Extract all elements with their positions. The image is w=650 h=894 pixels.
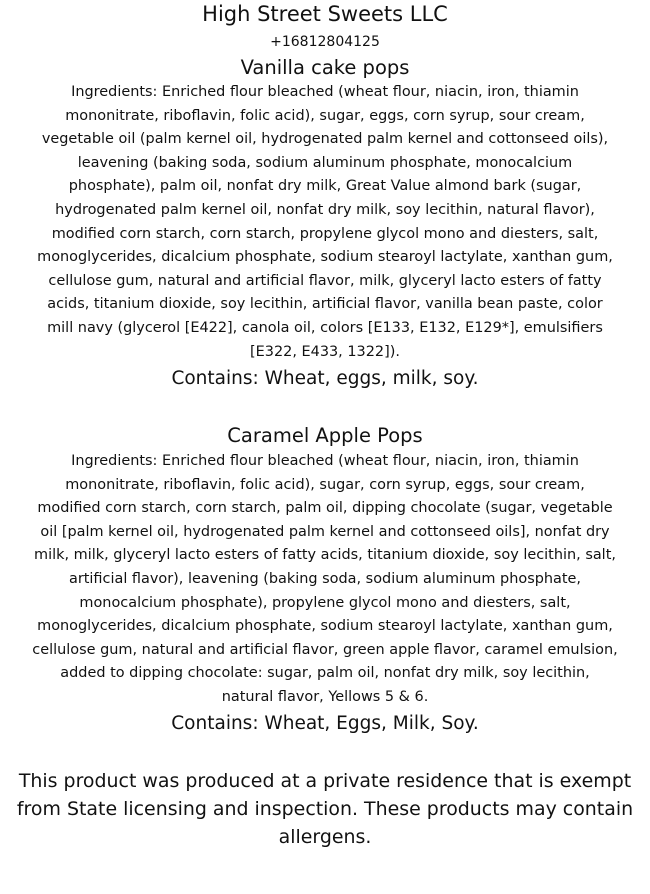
- phone-number: +16812804125: [270, 34, 380, 50]
- ingredients-line: Ingredients: Enriched flour bleached (wheat flour, niacin, iron, thiamin: [71, 84, 579, 100]
- ingredients-line: hydrogenated palm kernel oil, nonfat dry milk, soy lecithin, natural flavor),: [55, 201, 595, 218]
- product-title-caramel-apple: Caramel Apple Pops: [227, 424, 423, 447]
- ingredients-line: Ingredients: Enriched flour bleached (wheat flour, niacin, iron, thiamin: [71, 453, 579, 469]
- ingredients-caramel-apple: [0, 450, 650, 710]
- ingredients-line: monoglycerides, dicalcium phosphate, sodium stearoyl lactylate, xanthan gum,: [37, 618, 613, 635]
- ingredients-line: mononitrate, riboflavin, folic acid), sugar, corn syrup, eggs, sour cream,: [65, 476, 585, 493]
- ingredients-line: cellulose gum, natural and artificial flavor, milk, glyceryl lacto esters of fatty: [48, 272, 602, 289]
- ingredients-line: mononitrate, riboflavin, folic acid), sugar, eggs, corn syrup, sour cream,: [65, 107, 585, 124]
- ingredients-line: monoglycerides, dicalcium phosphate, sodium stearoyl lactylate, xanthan gum,: [37, 249, 613, 266]
- ingredients-line: milk, milk, glyceryl lacto esters of fatty acids, titanium dioxide, soy lecithin, salt,: [34, 547, 616, 564]
- disclaimer-line: allergens.: [278, 826, 372, 848]
- ingredients-line: phosphate), palm oil, nonfat dry milk, Great Value almond bark (sugar,: [68, 178, 582, 195]
- allergen-statement-vanilla: Contains: Wheat, eggs, milk, soy.: [171, 368, 479, 389]
- ingredients-line: artificial flavor), leavening (baking soda, sodium aluminum phosphate,: [68, 570, 582, 587]
- ingredients-line: leavening (baking soda, sodium aluminum phosphate, monocalcium: [77, 154, 573, 171]
- ingredients-line: acids, titanium dioxide, soy lecithin, artificial flavor, vanilla bean paste, color: [47, 296, 603, 313]
- ingredients-line: natural flavor, Yellows 5 & 6.: [221, 688, 429, 705]
- ingredients-line: [E322, E433, 1322]).: [250, 343, 400, 360]
- ingredients-line: oil [palm kernel oil, hydrogenated palm kernel and cottonseed oils], nonfat dry: [40, 523, 610, 540]
- ingredients-line: vegetable oil (palm kernel oil, hydrogenated palm kernel and cottonseed oils),: [41, 131, 609, 148]
- ingredients-line: modified corn starch, corn starch, palm oil, dipping chocolate (sugar, vegetable: [37, 500, 613, 517]
- ingredients-line: modified corn starch, corn starch, propylene glycol mono and diesters, salt,: [51, 225, 599, 242]
- ingredients-line: cellulose gum, natural and artificial flavor, green apple flavor, caramel emulsion,: [32, 641, 618, 658]
- ingredients-line: added to dipping chocolate: sugar, palm oil, nonfat dry milk, soy lecithin,: [60, 665, 590, 682]
- allergen-statement-caramel-apple: Contains: Wheat, Eggs, Milk, Soy.: [171, 713, 479, 734]
- ingredients-line: mill navy (glycerol [E422], canola oil, colors [E133, E132, E129*], emulsifiers: [47, 319, 603, 336]
- disclaimer-line: This product was produced at a private residence that is exempt: [18, 770, 632, 792]
- ingredients-line: monocalcium phosphate), propylene glycol mono and diesters, salt,: [79, 594, 571, 611]
- company-name: High Street Sweets LLC: [202, 2, 448, 26]
- ingredients-vanilla: [0, 81, 650, 364]
- product-title-vanilla: Vanilla cake pops: [240, 56, 410, 79]
- disclaimer-line: from State licensing and inspection. These products may contain: [16, 798, 634, 820]
- residence-exemption-disclaimer: [4, 767, 646, 851]
